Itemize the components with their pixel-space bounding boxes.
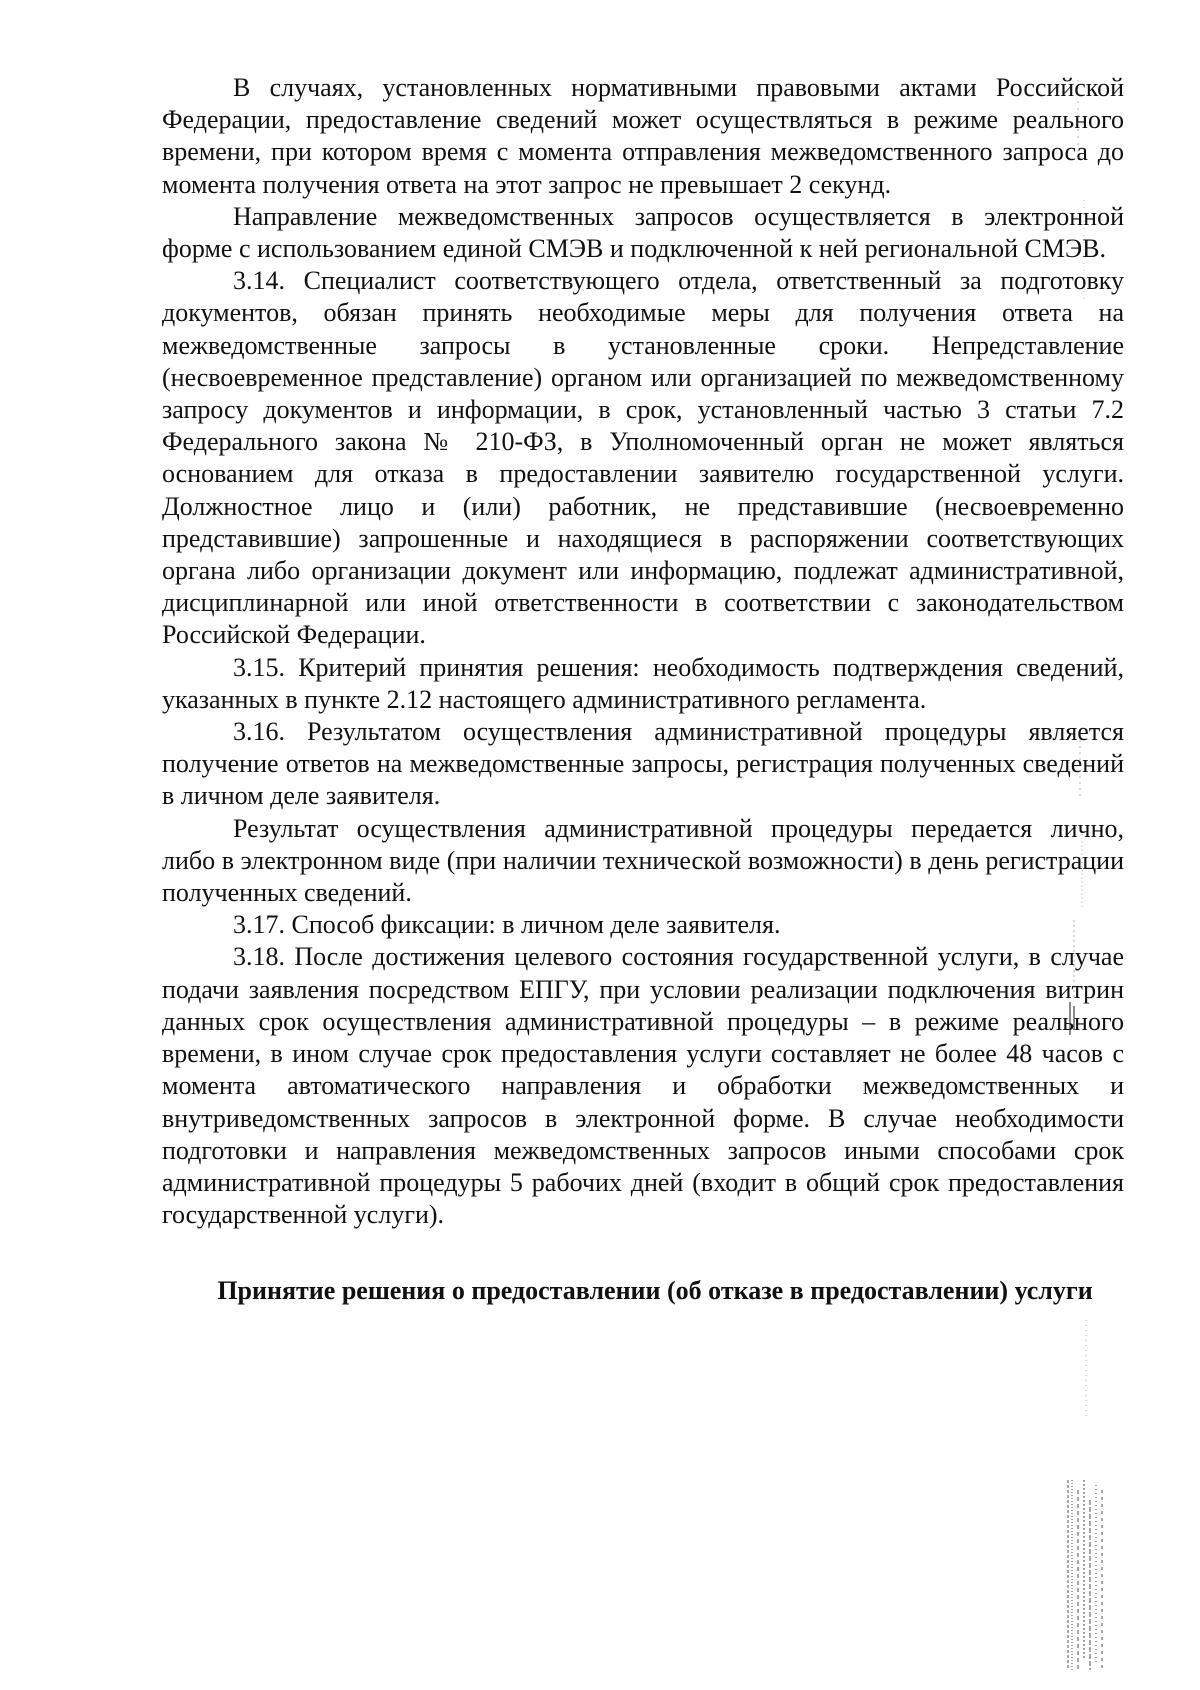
paragraph-3-14: 3.14. Специалист соответствующего отдела, ответственный за подготовку документов, обязан принять необходимые меры для получения ответа на межведомственные запросы в установленные сроки. Непредставление (несвоевременное представление) органом или организацией по межведомственному запросу документов и информации, в срок, установленный частью 3 статьи 7.2 Федерального закона № 210-ФЗ, в Уполномоченный орган не может являться основанием для отказа в предоставлении заявителю государственной услуги. Должностное лицо и (или) работник, не представившие (несвоевременно представившие) запрошенные и находящиеся в распоряжении соответствующих органа либо организации документ или информацию, подлежат административной, дисциплинарной или иной ответственности в соответствии с законодательством Российской Федерации. xyxy=(162,266,1124,650)
paragraph-result-transfer: Результат осуществления административной процедуры передается лично, либо в электронном виде (при наличии технической возможности) в день регистрации полученных сведений. xyxy=(162,813,1124,908)
paragraph-3-18: 3.18. После достижения целевого состояния государственной услуги, в случае подачи заявления посредством ЕПГУ, при условии реализации подключения витрин данных срок осуществления административной процедуры – в режиме реального времени, в ином случае срок предоставления услуги составляет не более 48 часов с момента автоматического направления и обработки межведомственных и внутриведомственных запросов в электронной форме. В случае необходимости подготовки и направления межведомственных запросов иными способами срок административной процедуры 5 рабочих дней (входит в общий срок предоставления государственной услуги). xyxy=(162,942,1124,1230)
document-body xyxy=(162,72,1124,1308)
paragraph-3-15: 3.15. Критерий принятия решения: необходимость подтверждения сведений, указанных в пункте 2.12 настоящего административного регламента. xyxy=(162,652,1124,714)
paragraph-requests-direction: Направление межведомственных запросов осуществляется в электронной форме с использованием единой СМЭВ и подключенной к ней региональной СМЭВ. xyxy=(162,201,1124,264)
paragraph-3-16: 3.16. Результатом осуществления административной процедуры является получение ответов на межведомственные запросы, регистрация полученных сведений в личном деле заявителя. xyxy=(162,717,1124,811)
paragraph-realtime: В случаях, установленных нормативными правовыми актами Российской Федерации, предоставление сведений может осуществляться в режиме реального времени, при котором время с момента отправления межведомственного запроса до момента получения ответа на этот запрос не превышает 2 секунд. xyxy=(162,73,1124,199)
paragraph-3-17: 3.17. Способ фиксации: в личном деле заявителя. xyxy=(233,910,781,940)
section-heading: Принятие решения о предоставлении (об отказе в предоставлении) услуги xyxy=(217,1276,1093,1306)
